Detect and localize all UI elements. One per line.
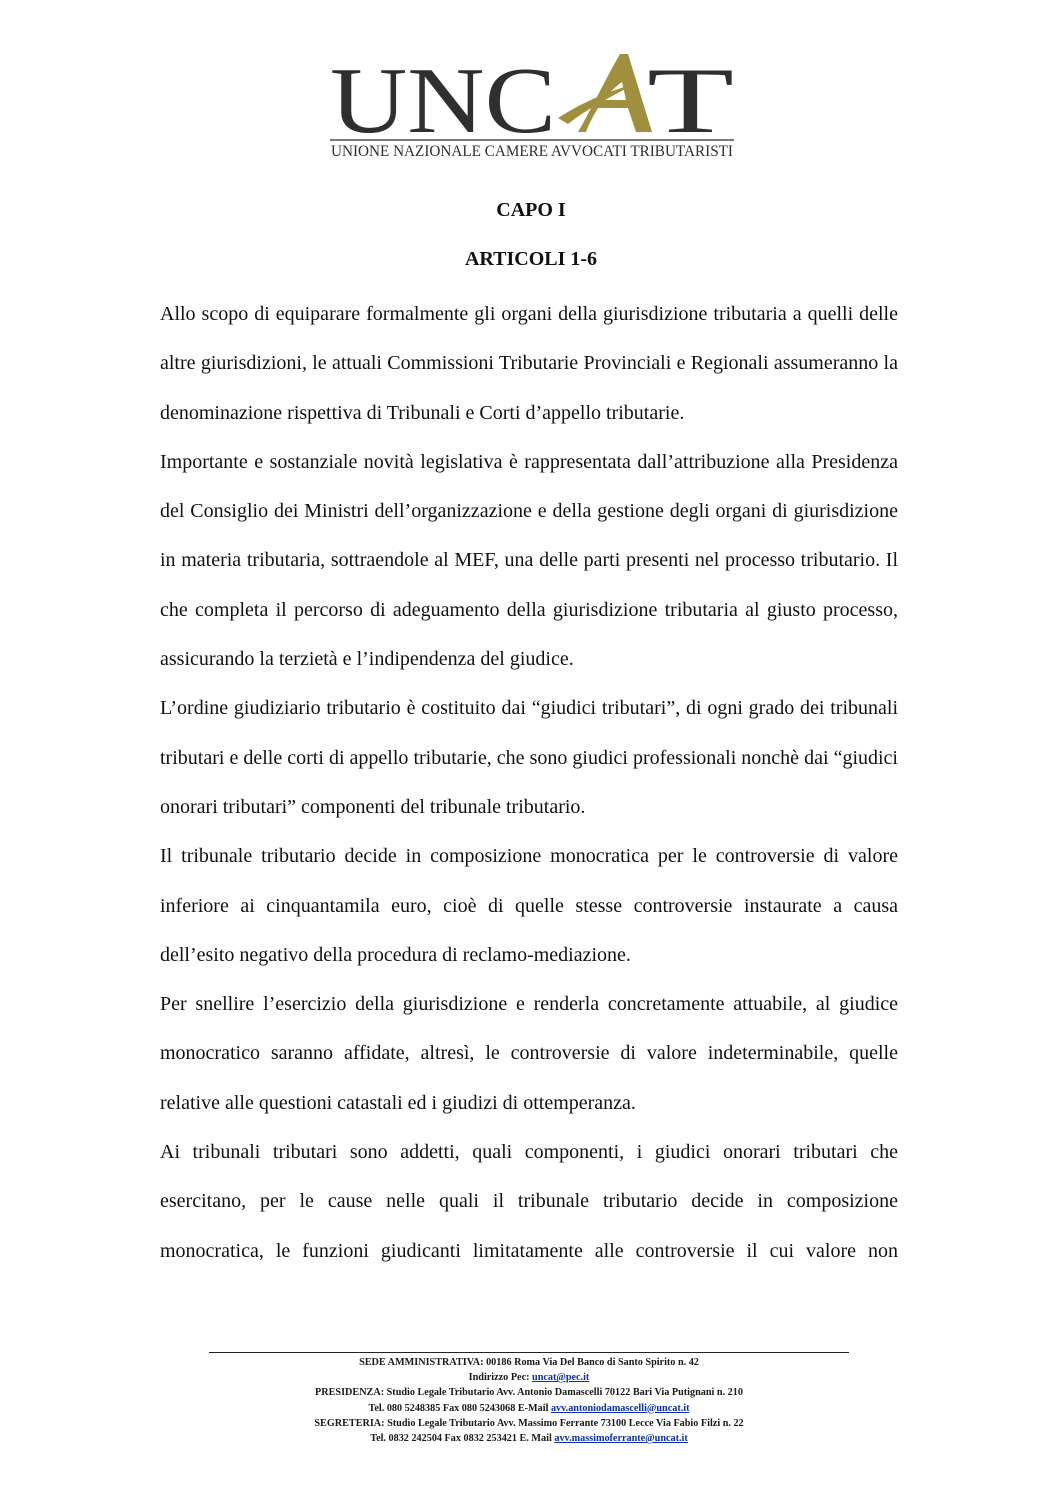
logo-gold-a	[558, 54, 652, 132]
pec-email-link[interactable]: uncat@pec.it	[532, 1372, 590, 1384]
uncat-logo-graphic	[330, 48, 734, 160]
paragraph: Importante e sostanziale novità legislativa è rappresentata dall’attribuzione alla Presidenza del Consiglio dei Ministri dell’organizzazione e della gestione degli organi di giurisdizione in materia tributaria, sottraendole al MEF, una delle parti presenti nel processo tributario. Il che completa il percorso di adeguamento della giurisdizione tributaria al giusto processo, assicurando la terzietà e l’indipendenza del giudice.	[160, 450, 898, 671]
presidency-email-link[interactable]: avv.antoniodamascelli@uncat.it	[550, 1402, 690, 1414]
paragraph: Per snellire l’esercizio della giurisdizione e renderla concretamente attuabile, al giudice monocratico saranno affidate, altresì, le controversie di valore indeterminabile, quelle relative alle questioni catastali ed i giudizi di ottemperanza.	[160, 993, 898, 1114]
footer	[160, 1355, 898, 1446]
footer-secretariat-contacts	[160, 1431, 898, 1446]
footer-divider	[209, 1352, 849, 1353]
footer-presidency: PRESIDENZA: Studio Legale Tributario Avv. Antonio Damascelli 70122 Bari Via Putignani n. 210	[315, 1387, 743, 1399]
chapter-heading: CAPO I	[496, 199, 566, 221]
paragraph: Allo scopo di equiparare formalmente gli organi della giurisdizione tributaria a quelli delle altre giurisdizioni, le attuali Commissioni Tributarie Provinciali e Regionali assumeranno la denominazione rispettiva di Tribunali e Corti d’appello tributarie.	[160, 303, 898, 424]
footer-presidency-contacts	[160, 1401, 898, 1416]
footer-pec-label: Indirizzo Pec:	[468, 1372, 533, 1384]
paragraph: Il tribunale tributario decide in composizione monocratica per le controversie di valore inferiore ai cinquantamila euro, cioè di quelle stesse controversie instaurate a causa dell’esito negativo della procedura di reclamo-mediazione.	[160, 845, 898, 966]
uncat-logo	[330, 48, 734, 160]
document-body	[160, 290, 898, 1276]
secretariat-email-link[interactable]: avv.massimoferrante@uncat.it	[554, 1433, 688, 1445]
footer-address: SEDE AMMINISTRATIVA: 00186 Roma Via Del Banco di Santo Spirito n. 42	[359, 1357, 699, 1368]
logo-letter-t: T	[647, 49, 734, 153]
articles-heading: ARTICOLI 1-6	[464, 248, 598, 270]
logo-organization-name: UNIONE NAZIONALE CAMERE AVVOCATI TRIBUTARISTI	[331, 143, 733, 160]
logo-letters-unc: UNC	[330, 49, 556, 153]
footer-secretariat-phone: Tel. 0832 242504 Fax 0832 253421 E. Mail	[370, 1433, 555, 1445]
footer-secretariat: SEGRETERIA: Studio Legale Tributario Avv. Massimo Ferrante 73100 Lecce Via Fabio Filzi n. 22	[314, 1417, 744, 1429]
footer-presidency-phone: Tel. 080 5248385 Fax 080 5243068 E-Mail	[368, 1402, 551, 1414]
paragraph: Ai tribunali tributari sono addetti, quali componenti, i giudici onorari tributari che esercitano, per le cause nelle quali il tribunale tributario decide in composizione monocratica, le funzioni giudicanti limitatamente alle controversie il cui valore non	[160, 1141, 898, 1262]
paragraph: L’ordine giudiziario tributario è costituito dai “giudici tributari”, di ogni grado dei tribunali tributari e delle corti di appello tributarie, che sono giudici professionali nonchè dai “giudici onorari tributari” componenti del tribunale tributario.	[160, 697, 898, 818]
footer-pec	[160, 1370, 898, 1385]
